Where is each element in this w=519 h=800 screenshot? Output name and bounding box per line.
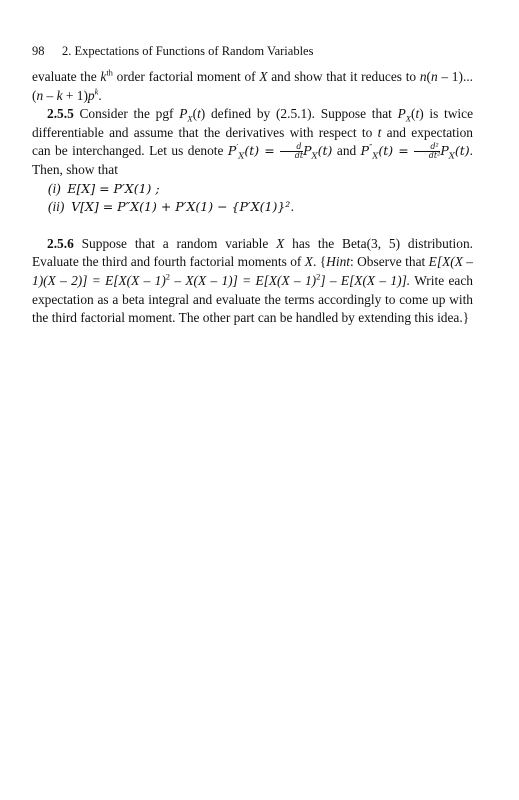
item-i: (i) E[X] = P′X(1) ;	[48, 180, 160, 196]
paragraph-continuation: evaluate the $k^{th}$ order factorial moment of X and show that it reduces to $n(n - 1)...(n - k + 1)p^k$.	[32, 67, 473, 103]
item-ii: (ii) V[X] = P″X(1) + P′X(1) − {P′X(1)}².	[48, 199, 295, 215]
second-derivative-def: $P''_X(t)$ = $\frac{\text{d²}}{\text{dt²}}$ $P_X(t)$	[360, 142, 470, 162]
exercise-label: 2.5.5	[47, 106, 74, 122]
running-header	[32, 44, 313, 59]
exercise-2-5-6: 2.5.6 Suppose that a random variable X has the Beta(3, 5) distribution. Evaluate the third and fourth factorial moments of X. {Hint: Observe that E[X(X – 1)(X – 2)] = E[X(X – 1)$^2$ – X(X – 1)] = E[X(X – 1)$^2$] – E[X(X – 1)]. Write each expectation as a beta integral and evaluate the terms accordingly to come up with the third factorial moment. The other part can be handled by extending this idea.}	[32, 235, 473, 326]
running-title: 2. Expectations of Functions of Random Variables	[62, 44, 314, 58]
page-number: 98	[32, 44, 45, 58]
exercise-label: 2.5.6	[47, 235, 74, 251]
first-derivative-def: $P'_X(t)$ = $\frac{d}{dt}$ $P_X(t)$	[227, 142, 333, 162]
exercise-2-5-5: 2.5.5 Consider the pgf $P_X(t)$ defined by (2.5.1). Suppose that $P_X(t)$ is twice differentiable and assume that the derivatives with respect to t and expectation can be interchanged. Let us denote $P'_X(t)$ = $\frac{d}{dt}$ $P_X(t)$ and $P''_X(t)$ = $\frac{\text{d²}}{\text{dt²}}$ $P_X(t)$. Then, show that	[32, 106, 474, 177]
page-body	[32, 68, 473, 328]
